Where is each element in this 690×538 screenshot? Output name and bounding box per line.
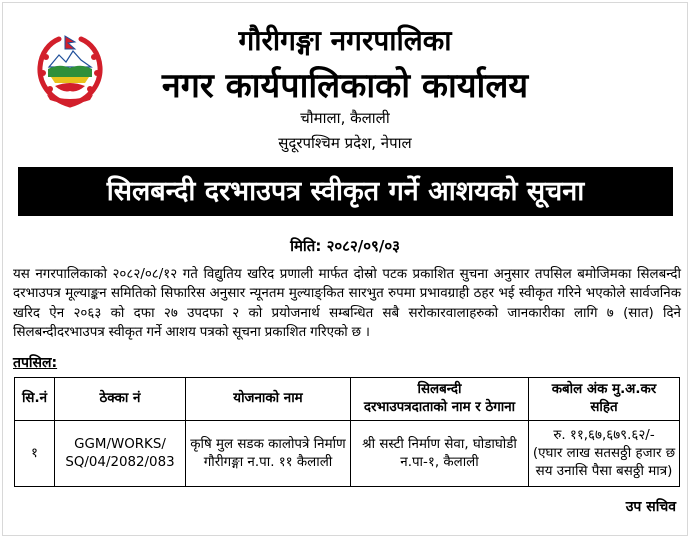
address-line-2: सुदूरपश्चिम प्रदेश, नेपाल [278,134,412,152]
cell-project [186,421,351,487]
cell-contract [55,421,186,487]
cell-sn: १ [15,421,55,487]
column-header-bidder-line1: सिलबन्दी [417,382,462,397]
details-label: तपसिल: [13,355,58,371]
address-line-1: चौमाला, कैलाली [300,109,390,127]
cell-project-line1: कृषि मुल सडक कालोपत्रे निर्माण [190,436,346,452]
cell-bidder [351,421,529,487]
municipality-title: गौरीगङ्गा नगरपालिका [238,24,452,57]
notice-body: यस नगरपालिकाको २०८२/०८/१२ गते विद्युतिय खरिद प्रणाली मार्फत दोस्रो पटक प्रकाशित सुचना अनुसार तपसिल बमोजिमका सिलबन्दी दरभाउपत्र मूल्याङ्कन समितिको सिफारिस अनुसार न्यूनतम मुल्याङ्‌कित सारभुत रुपमा प्रभावग्राही ठहर भई स्वीकृत गरिने भएकोले सार्वजनिक खरिद ऐन २०६३ को दफा २७ उपदफा २ को प्रयोजनार्थ सम्बन्धित सबै सरोकारवालाहरुको जानकारीका लागि ७ (सात) दिने सिलबन्दीदरभाउपत्र स्वीकृत गर्ने आशय पत्रको सूचना प्रकाशित गरिएको छ । [13,267,681,340]
table-header-row [15,378,680,421]
cell-amount-line2: (एघार लाख सतसठ्ठी हजार छ [532,445,676,461]
signature-designation: उप सचिव [625,499,676,515]
column-header-contract: ठेक्का नं [55,378,186,421]
table-row [15,421,680,487]
column-header-amount-line2: सहित [590,400,618,415]
cell-contract-line2: SQ/04/2082/083 [65,454,175,470]
notice-title-banner: सिलबन्दी दरभाउपत्र स्वीकृत गर्ने आशयको सूचना [18,167,673,216]
column-header-project: योजनाको नाम [186,378,351,421]
cell-amount [529,421,680,487]
column-header-amount-line1: कबोल अंक मु.अ.कर [551,382,657,397]
notice-date: मिति: २०८२/०९/०३ [290,237,400,255]
cell-contract-line1: GGM/WORKS/ [74,436,166,452]
cell-amount-line1: रु. ११,६७,६७९.६२/- [553,427,655,443]
cell-amount-line3: सय उनासि पैसा बसठ्ठी मात्र) [535,463,673,479]
office-name: नगर कार्यपालिकाको कार्यालय [161,66,529,106]
column-header-bidder-line2: दरभाउपत्रदाताको नाम र ठेगाना [363,400,516,415]
column-header-bidder [351,378,529,421]
column-header-sn: सि.नं [15,378,55,421]
cell-project-line2: गौरीगङ्गा न.पा. ११ कैलाली [203,454,333,470]
cell-bidder-line1: श्री सस्टी निर्माण सेवा, घोडाघोडी [362,436,517,452]
details-table [14,377,680,487]
column-header-amount [529,378,680,421]
cell-bidder-line2: न.पा-१, कैलाली [400,454,479,470]
